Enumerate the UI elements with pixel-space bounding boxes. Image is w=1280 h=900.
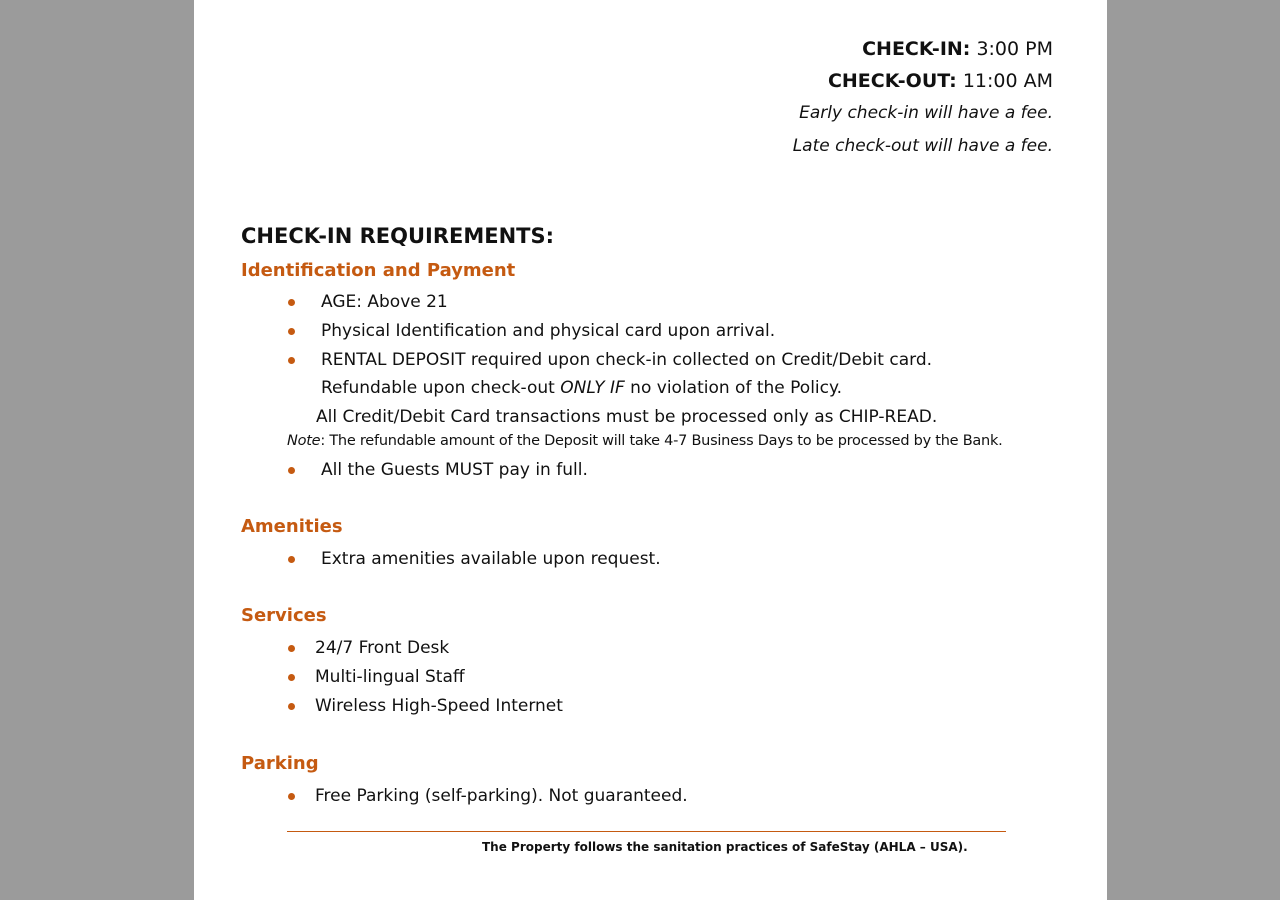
late-checkout-note: Late check-out will have a fee. xyxy=(792,136,1053,156)
list-item-text: 24/7 Front Desk xyxy=(315,638,450,658)
parking-heading: Parking xyxy=(241,753,319,774)
deposit-note xyxy=(287,431,1003,451)
refund-suffix: no violation of the Policy. xyxy=(624,378,843,398)
document-page xyxy=(194,0,1107,900)
bullet-icon xyxy=(288,556,295,563)
footer-divider xyxy=(287,831,1006,832)
amenities-heading: Amenities xyxy=(241,516,343,537)
requirements-heading: CHECK-IN REQUIREMENTS: xyxy=(241,224,555,248)
list-item-text: Physical Identification and physical card upon arrival. xyxy=(321,321,776,341)
checkout-value: 11:00 AM xyxy=(962,70,1053,92)
checkin-value: 3:00 PM xyxy=(976,38,1053,60)
bullet-icon xyxy=(288,467,295,474)
bullet-icon xyxy=(288,357,295,364)
list-item-text: All the Guests MUST pay in full. xyxy=(321,460,588,480)
checkout-time xyxy=(793,65,1053,97)
bullet-icon xyxy=(288,645,295,652)
bullet-icon xyxy=(288,299,295,306)
identification-heading: Identification and Payment xyxy=(241,260,516,281)
bullet-icon xyxy=(288,328,295,335)
bullet-icon xyxy=(288,703,295,710)
footer-sanitation-text: The Property follows the sanitation practices of SafeStay (AHLA – USA). xyxy=(482,840,968,854)
refund-prefix: Refundable upon check-out xyxy=(321,378,561,398)
refund-condition xyxy=(321,376,842,400)
chip-read-requirement: All Credit/Debit Card transactions must be processed only as CHIP-READ. xyxy=(316,407,938,427)
list-item-text: Extra amenities available upon request. xyxy=(321,549,661,569)
checkin-label: CHECK-IN: xyxy=(862,38,971,60)
services-heading: Services xyxy=(241,605,327,626)
checkout-label: CHECK-OUT: xyxy=(827,70,957,92)
refund-emphasis: ONLY IF xyxy=(560,378,625,398)
list-item-text: RENTAL DEPOSIT required upon check-in collected on Credit/Debit card. xyxy=(321,350,933,370)
list-item-text: Free Parking (self-parking). Not guaranteed. xyxy=(315,786,688,806)
early-checkin-note: Early check-in will have a fee. xyxy=(799,103,1053,123)
checkin-times-block xyxy=(793,33,1053,163)
list-item-text: Multi-lingual Staff xyxy=(315,667,465,687)
note-text: : The refundable amount of the Deposit will take 4-7 Business Days to be processed by the Bank. xyxy=(320,433,1003,449)
bullet-icon xyxy=(288,674,295,681)
note-label: Note xyxy=(287,433,321,449)
bullet-icon xyxy=(288,793,295,800)
list-item-text: AGE: Above 21 xyxy=(321,292,448,312)
list-item-text: Wireless High-Speed Internet xyxy=(315,696,563,716)
checkin-time xyxy=(793,33,1053,65)
